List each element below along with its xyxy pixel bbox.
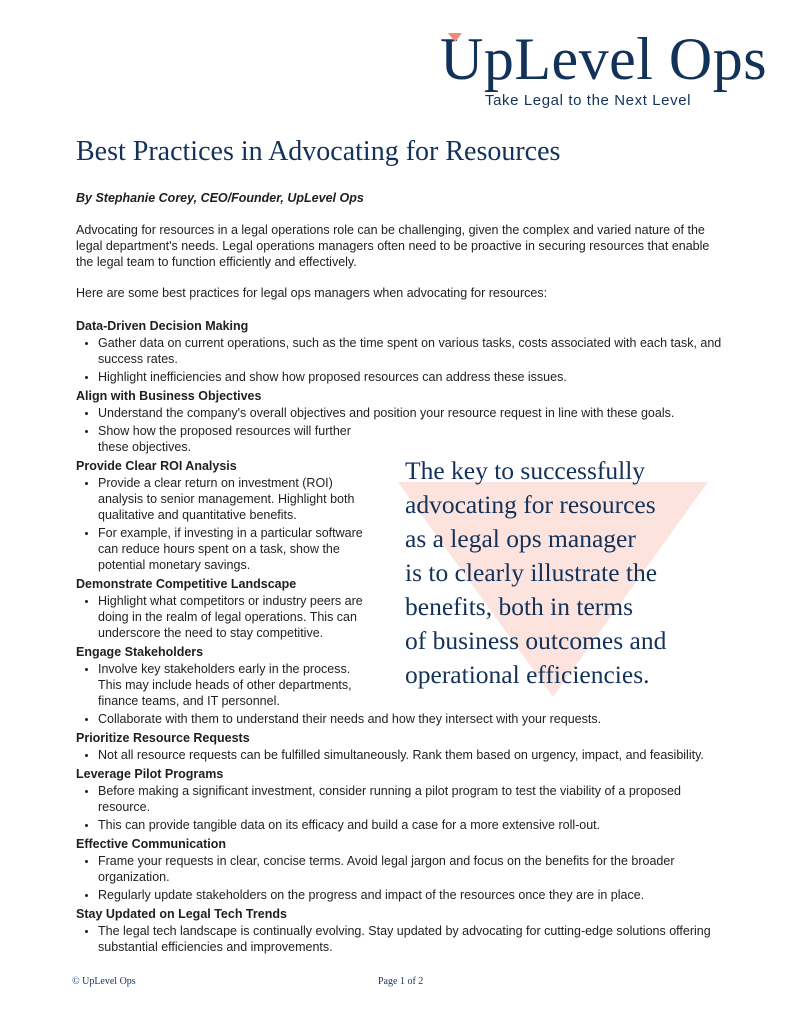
byline: By Stephanie Corey, CEO/Founder, UpLevel Ops <box>76 191 364 205</box>
logo-wordmark <box>440 28 770 90</box>
list-item: • Understand the company's overall objectives and position your resource request in line with these goals. <box>98 405 726 421</box>
list-item: • The legal tech landscape is continually evolving. Stay updated by advocating for cutting-edge solutions offering substantial efficiencies and improvements. <box>98 923 726 955</box>
section-heading: Effective Communication <box>76 837 227 851</box>
list-item: • Provide a clear return on investment (ROI) analysis to senior management. Highlight both qualitative and quantitative benefits. <box>98 475 368 523</box>
bullet-list <box>76 405 726 455</box>
bullet-list <box>76 853 726 903</box>
logo-tagline: Take Legal to the Next Level <box>485 92 692 109</box>
section-heading: Leverage Pilot Programs <box>76 767 224 781</box>
list-item: • This can provide tangible data on its efficacy and build a case for a more extensive roll-out. <box>98 817 726 833</box>
bullet-list <box>76 335 726 385</box>
pull-quote-line: The key to successfully <box>405 456 646 485</box>
section-heading: Data-Driven Decision Making <box>76 319 249 333</box>
list-item: • Highlight what competitors or industry peers are doing in the realm of legal operations. This can underscore the need to stay competitive. <box>98 593 368 641</box>
logo <box>440 28 770 109</box>
list-item: • Collaborate with them to understand their needs and how they intersect with your requests. <box>98 711 726 727</box>
footer-page-number: Page 1 of 2 <box>378 976 424 987</box>
section-heading: Engage Stakeholders <box>76 645 204 659</box>
section-heading: Demonstrate Competitive Landscape <box>76 577 297 591</box>
pull-quote-line: of business outcomes and <box>405 626 667 655</box>
pull-quote-line: benefits, both in terms <box>405 592 634 621</box>
section-heading: Prioritize Resource Requests <box>76 731 250 745</box>
bullet-list <box>76 923 726 955</box>
section-heading: Align with Business Objectives <box>76 389 262 403</box>
intro-paragraph: Advocating for resources in a legal operations role can be challenging, given the complex and varied nature of the legal department's needs. Legal operations managers often need to be proactive in securing resources that enable the legal team to function efficiently and effectively. <box>76 223 710 269</box>
list-item: • Not all resource requests can be fulfilled simultaneously. Rank them based on urgency, impact, and feasibility. <box>98 747 726 763</box>
page-title: Best Practices in Advocating for Resources <box>76 136 561 167</box>
logo-name: UpLevel Ops <box>440 26 768 92</box>
list-item: • For example, if investing in a particular software can reduce hours spent on a task, show the potential monetary savings. <box>98 525 368 573</box>
pull-quote-text <box>405 454 735 692</box>
list-item: • Frame your requests in clear, concise terms. Avoid legal jargon and focus on the benefits for the broader organization. <box>98 853 726 885</box>
list-item: • Regularly update stakeholders on the progress and impact of the resources once they are in place. <box>98 887 726 903</box>
pull-quote-line: as a legal ops manager <box>405 524 636 553</box>
list-item: • Before making a significant investment, consider running a pilot program to test the viability of a proposed resource. <box>98 783 726 815</box>
logo-caret-icon <box>448 33 462 42</box>
list-item: • Gather data on current operations, such as the time spent on various tasks, costs associated with each task, and success rates. <box>98 335 726 367</box>
bullet-list <box>76 747 726 763</box>
footer-copyright: © UpLevel Ops <box>72 976 136 987</box>
section-heading: Provide Clear ROI Analysis <box>76 459 237 473</box>
list-item: • Involve key stakeholders early in the process. This may include heads of other departments, finance teams, and IT personnel. <box>98 661 368 709</box>
list-item: • Highlight inefficiencies and show how proposed resources can address these issues. <box>98 369 726 385</box>
list-item: • Show how the proposed resources will further these objectives. <box>98 423 368 455</box>
section-heading: Stay Updated on Legal Tech Trends <box>76 907 287 921</box>
pull-quote-line: advocating for resources <box>405 490 656 519</box>
bullet-list <box>76 783 726 833</box>
pull-quote-line: operational efficiencies. <box>405 660 650 689</box>
intro-lead-in: Here are some best practices for legal ops managers when advocating for resources: <box>76 286 548 300</box>
pull-quote-line: is to clearly illustrate the <box>405 558 658 587</box>
pull-quote <box>390 450 730 700</box>
